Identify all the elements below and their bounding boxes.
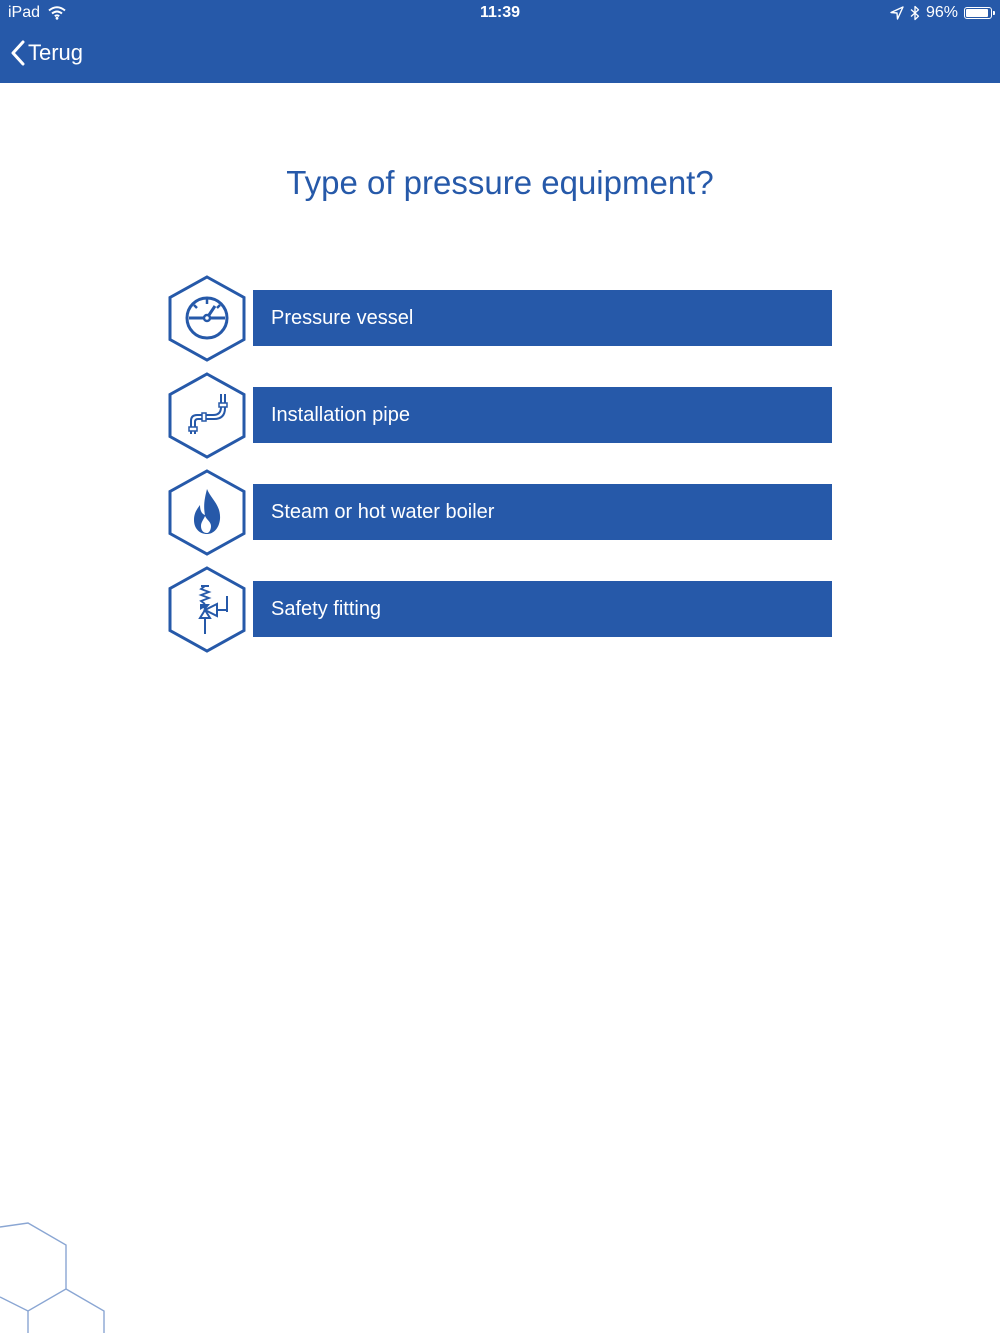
option-label: Safety fitting: [253, 581, 832, 637]
option-label: Pressure vessel: [253, 290, 832, 346]
battery-percent: 96%: [925, 4, 958, 21]
flame-icon: [167, 469, 247, 556]
pipe-icon: [167, 372, 247, 459]
battery-icon: [964, 7, 992, 19]
device-label: iPad: [8, 4, 41, 21]
option-label: Installation pipe: [253, 387, 832, 443]
hexagon-pattern-decoration: [0, 1215, 120, 1333]
battery-fill: [966, 9, 988, 17]
equipment-options: [167, 275, 833, 663]
pressure-gauge-icon: [167, 275, 247, 362]
back-button[interactable]: [10, 40, 83, 66]
status-right: [890, 4, 992, 22]
safety-valve-icon: [167, 566, 247, 653]
option-installation-pipe[interactable]: [167, 372, 833, 459]
bluetooth-icon: [910, 5, 920, 21]
option-label: Steam or hot water boiler: [253, 484, 832, 540]
option-safety-fitting[interactable]: [167, 566, 833, 653]
page-title: Type of pressure equipment?: [286, 164, 714, 201]
chevron-left-icon: [10, 40, 26, 66]
location-arrow-icon: [890, 6, 904, 20]
status-time: 11:39: [479, 4, 521, 21]
option-steam-boiler[interactable]: [167, 469, 833, 556]
back-label: Terug: [28, 40, 84, 65]
top-bar: [0, 0, 1000, 83]
option-pressure-vessel[interactable]: [167, 275, 833, 362]
